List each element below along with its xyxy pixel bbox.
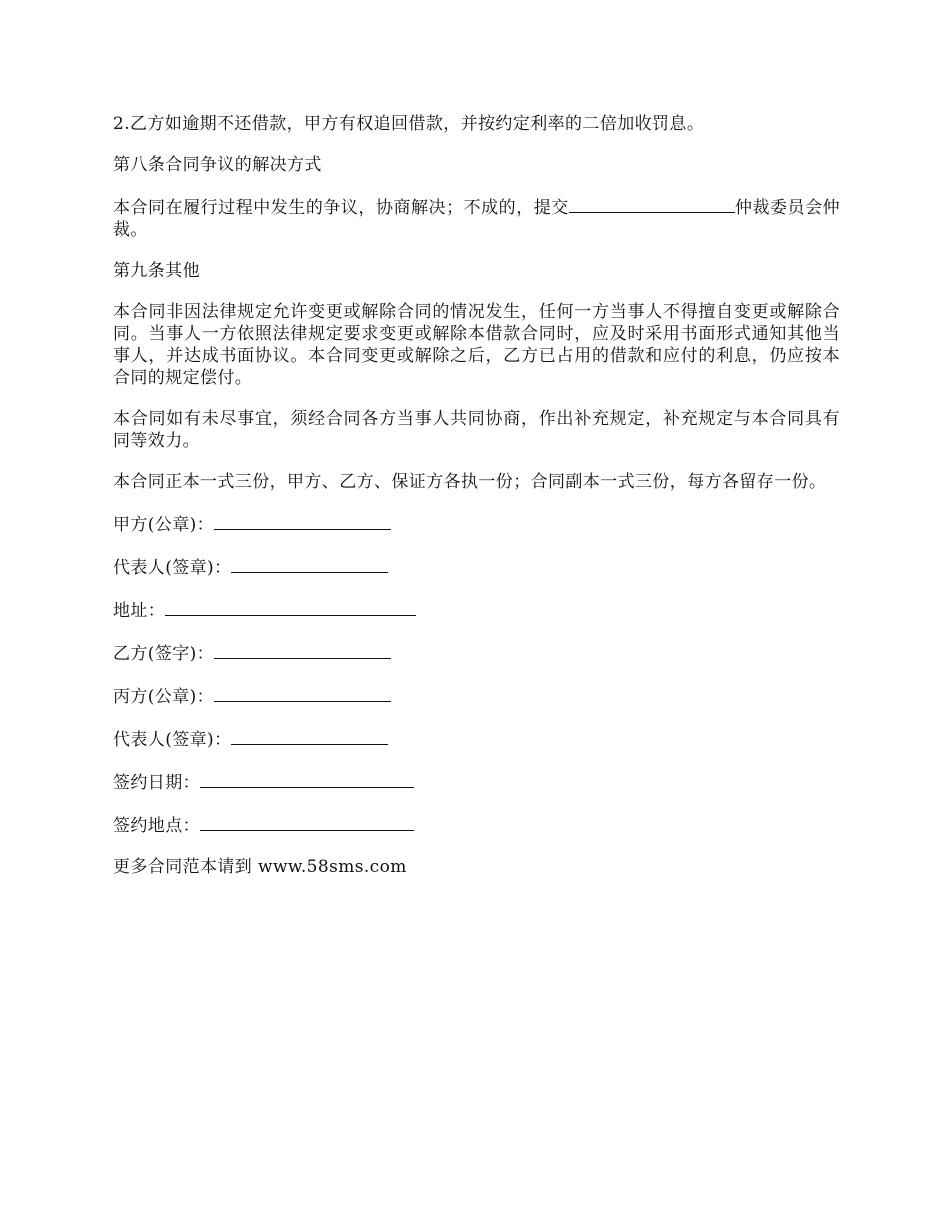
- article-8-heading: 第八条合同争议的解决方式: [113, 155, 322, 175]
- contract-page: [113, 113, 840, 878]
- article-9-heading: 第九条其他: [113, 261, 200, 281]
- article-9-paragraph-3: 本合同正本一式三份，甲方、乙方、保证方各执一份；合同副本一式三份，每方各留存一份。: [113, 472, 827, 492]
- address-label: 地址：: [113, 601, 166, 621]
- signature-date: [113, 770, 840, 794]
- place-label: 签约地点：: [113, 816, 200, 836]
- signature-party-c: [113, 684, 840, 708]
- article-8-text-after: 仲裁委员会仲裁。: [113, 198, 840, 240]
- signature-rep-c: [113, 727, 840, 751]
- clause-7-item-2: 2.乙方如逾期不还借款，甲方有权追回借款，并按约定利率的二倍加收罚息。: [113, 114, 705, 134]
- article-8-paragraph: [113, 195, 840, 241]
- signature-address: [113, 598, 840, 622]
- signature-rep-a: [113, 555, 840, 579]
- address-blank: [165, 598, 416, 616]
- party-b-blank: [214, 641, 391, 659]
- article-9-paragraph-1: 本合同非因法律规定允许变更或解除合同的情况发生，任何一方当事人不得擅自变更或解除合同。当事人一方依照法律规定要求变更或解除本借款合同时，应及时采用书面形式通知其他当事人，并达成书面协议。本合同变更或解除之后，乙方已占用的借款和应付的利息，仍应按本合同的规定偿付。: [113, 302, 840, 388]
- footer-note: 更多合同范本请到 www.58sms.com: [113, 857, 407, 877]
- party-a-label: 甲方(公章)：: [113, 515, 215, 535]
- signature-party-a: [113, 512, 840, 536]
- signature-place: [113, 813, 840, 837]
- place-blank: [200, 813, 414, 831]
- rep-c-label: 代表人(签章)：: [113, 730, 232, 750]
- party-c-label: 丙方(公章)：: [113, 687, 215, 707]
- rep-a-label: 代表人(签章)：: [113, 558, 232, 578]
- date-blank: [200, 770, 414, 788]
- rep-c-blank: [231, 727, 388, 745]
- article-9-paragraph-2: 本合同如有未尽事宜，须经合同各方当事人共同协商，作出补充规定，补充规定与本合同具有同等效力。: [113, 409, 840, 451]
- party-a-blank: [214, 512, 391, 530]
- signature-party-b: [113, 641, 840, 665]
- article-8-text-before: 本合同在履行过程中发生的争议，协商解决；不成的，提交: [113, 198, 569, 218]
- arbitration-committee-blank: [569, 195, 735, 213]
- date-label: 签约日期：: [113, 773, 200, 793]
- party-c-blank: [214, 684, 391, 702]
- rep-a-blank: [231, 555, 388, 573]
- party-b-label: 乙方(签字)：: [113, 644, 215, 664]
